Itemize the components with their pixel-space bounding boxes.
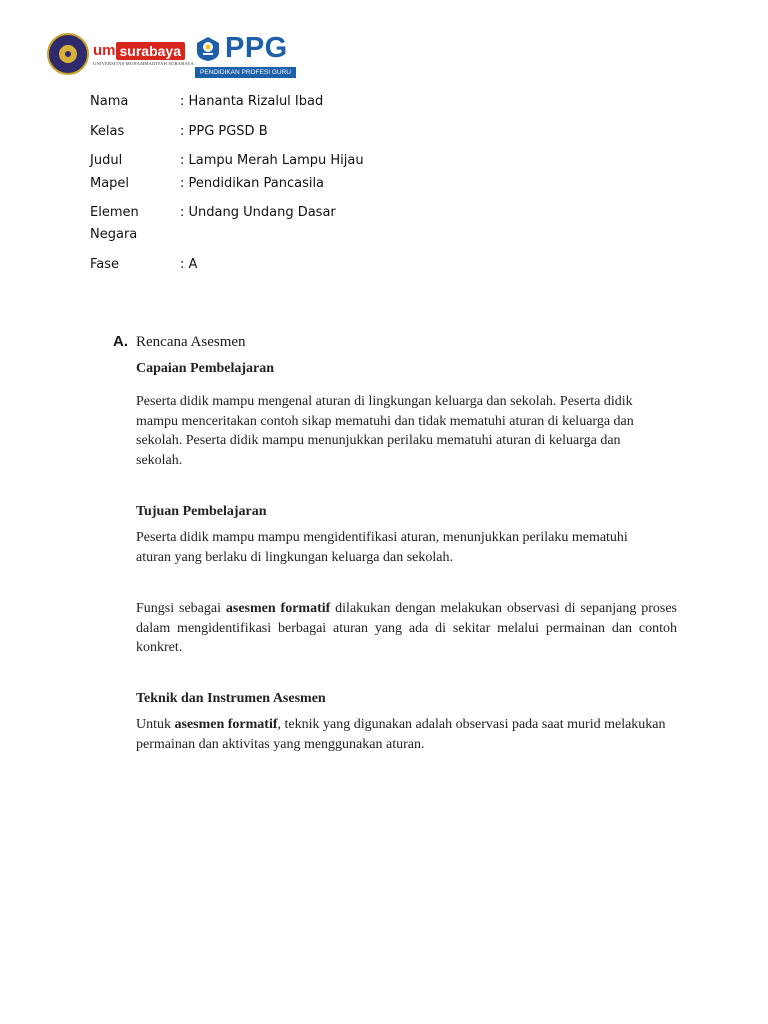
ums-logo-prefix: um [93, 42, 116, 59]
fungsi-paragraph [136, 599, 677, 658]
identity-row-elemen [90, 203, 336, 223]
capaian-heading: Capaian Pembelajaran [136, 361, 275, 376]
identity-row-judul [90, 151, 364, 171]
tujuan-heading: Tujuan Pembelajaran [136, 504, 267, 519]
identity-value: : Hananta Rizalul Ibad [180, 94, 324, 109]
teknik-text-pre: Untuk [136, 717, 175, 732]
identity-label: Mapel [90, 176, 130, 191]
identity-label: Fase [90, 257, 120, 272]
identity-row-negara [90, 225, 180, 245]
identity-label: Nama [90, 94, 129, 109]
identity-value: : A [180, 257, 198, 272]
identity-label: Judul [90, 153, 123, 168]
identity-value: : Pendidikan Pancasila [180, 176, 325, 191]
identity-value: : Undang Undang Dasar [180, 205, 336, 220]
tut-wuri-handayani-icon [195, 36, 221, 62]
identity-row-nama [90, 92, 323, 112]
identity-label: Negara [90, 227, 138, 242]
identity-row-mapel [90, 174, 324, 194]
identity-row-kelas [90, 122, 268, 142]
fungsi-text-pre: Fungsi sebagai [136, 601, 226, 616]
teknik-heading: Teknik dan Instrumen Asesmen [136, 691, 326, 706]
university-seal-icon [47, 33, 89, 75]
ums-logo-subtitle: UNIVERSITAS MUHAMMADIYAH SURABAYA [93, 61, 194, 66]
section-letter: A. [113, 333, 128, 350]
ppg-logo-title: PPG [225, 32, 288, 64]
section-title: Rencana Asesmen [136, 334, 246, 350]
teknik-text-post: , teknik yang digunakan adalah observasi pada saat murid melakukan permainan dan aktivitas yang menggunakan aturan. [136, 717, 666, 752]
teknik-paragraph [136, 715, 688, 754]
identity-row-fase [90, 255, 197, 275]
tujuan-text: Peserta didik mampu mampu mengidentifikasi aturan, menunjukkan perilaku mematuhi aturan yang berlaku di lingkungan keluarga dan sekolah. [136, 530, 628, 565]
section-heading [113, 332, 688, 352]
identity-label: Elemen [90, 205, 139, 220]
identity-label: Kelas [90, 124, 125, 139]
fungsi-text-bold: asesmen formatif [225, 601, 331, 616]
identity-value: : Lampu Merah Lampu Hijau [180, 153, 364, 168]
capaian-text: Peserta didik mampu mengenal aturan di lingkungan keluarga dan sekolah. Peserta didik mampu menceritakan contoh sikap mematuhi dan tidak mematuhi aturan di keluarga dan sekolah. Peserta didik mampu menunjukkan perilaku mematuhi aturan di keluarga dan sekolah. [136, 394, 634, 468]
ppg-logo-subtitle: PENDIDIKAN PROFESI GURU [195, 67, 296, 78]
ums-logo-name: surabaya [116, 42, 185, 60]
fungsi-text-post: dilakukan dengan melakukan observasi di sepanjang proses dalam mengidentifikasi berbagai aturan yang ada di sekitar melalui permainan dan contoh konkret. [136, 601, 678, 655]
teknik-text-bold: asesmen formatif [174, 717, 278, 732]
identity-value: : PPG PGSD B [180, 124, 268, 139]
